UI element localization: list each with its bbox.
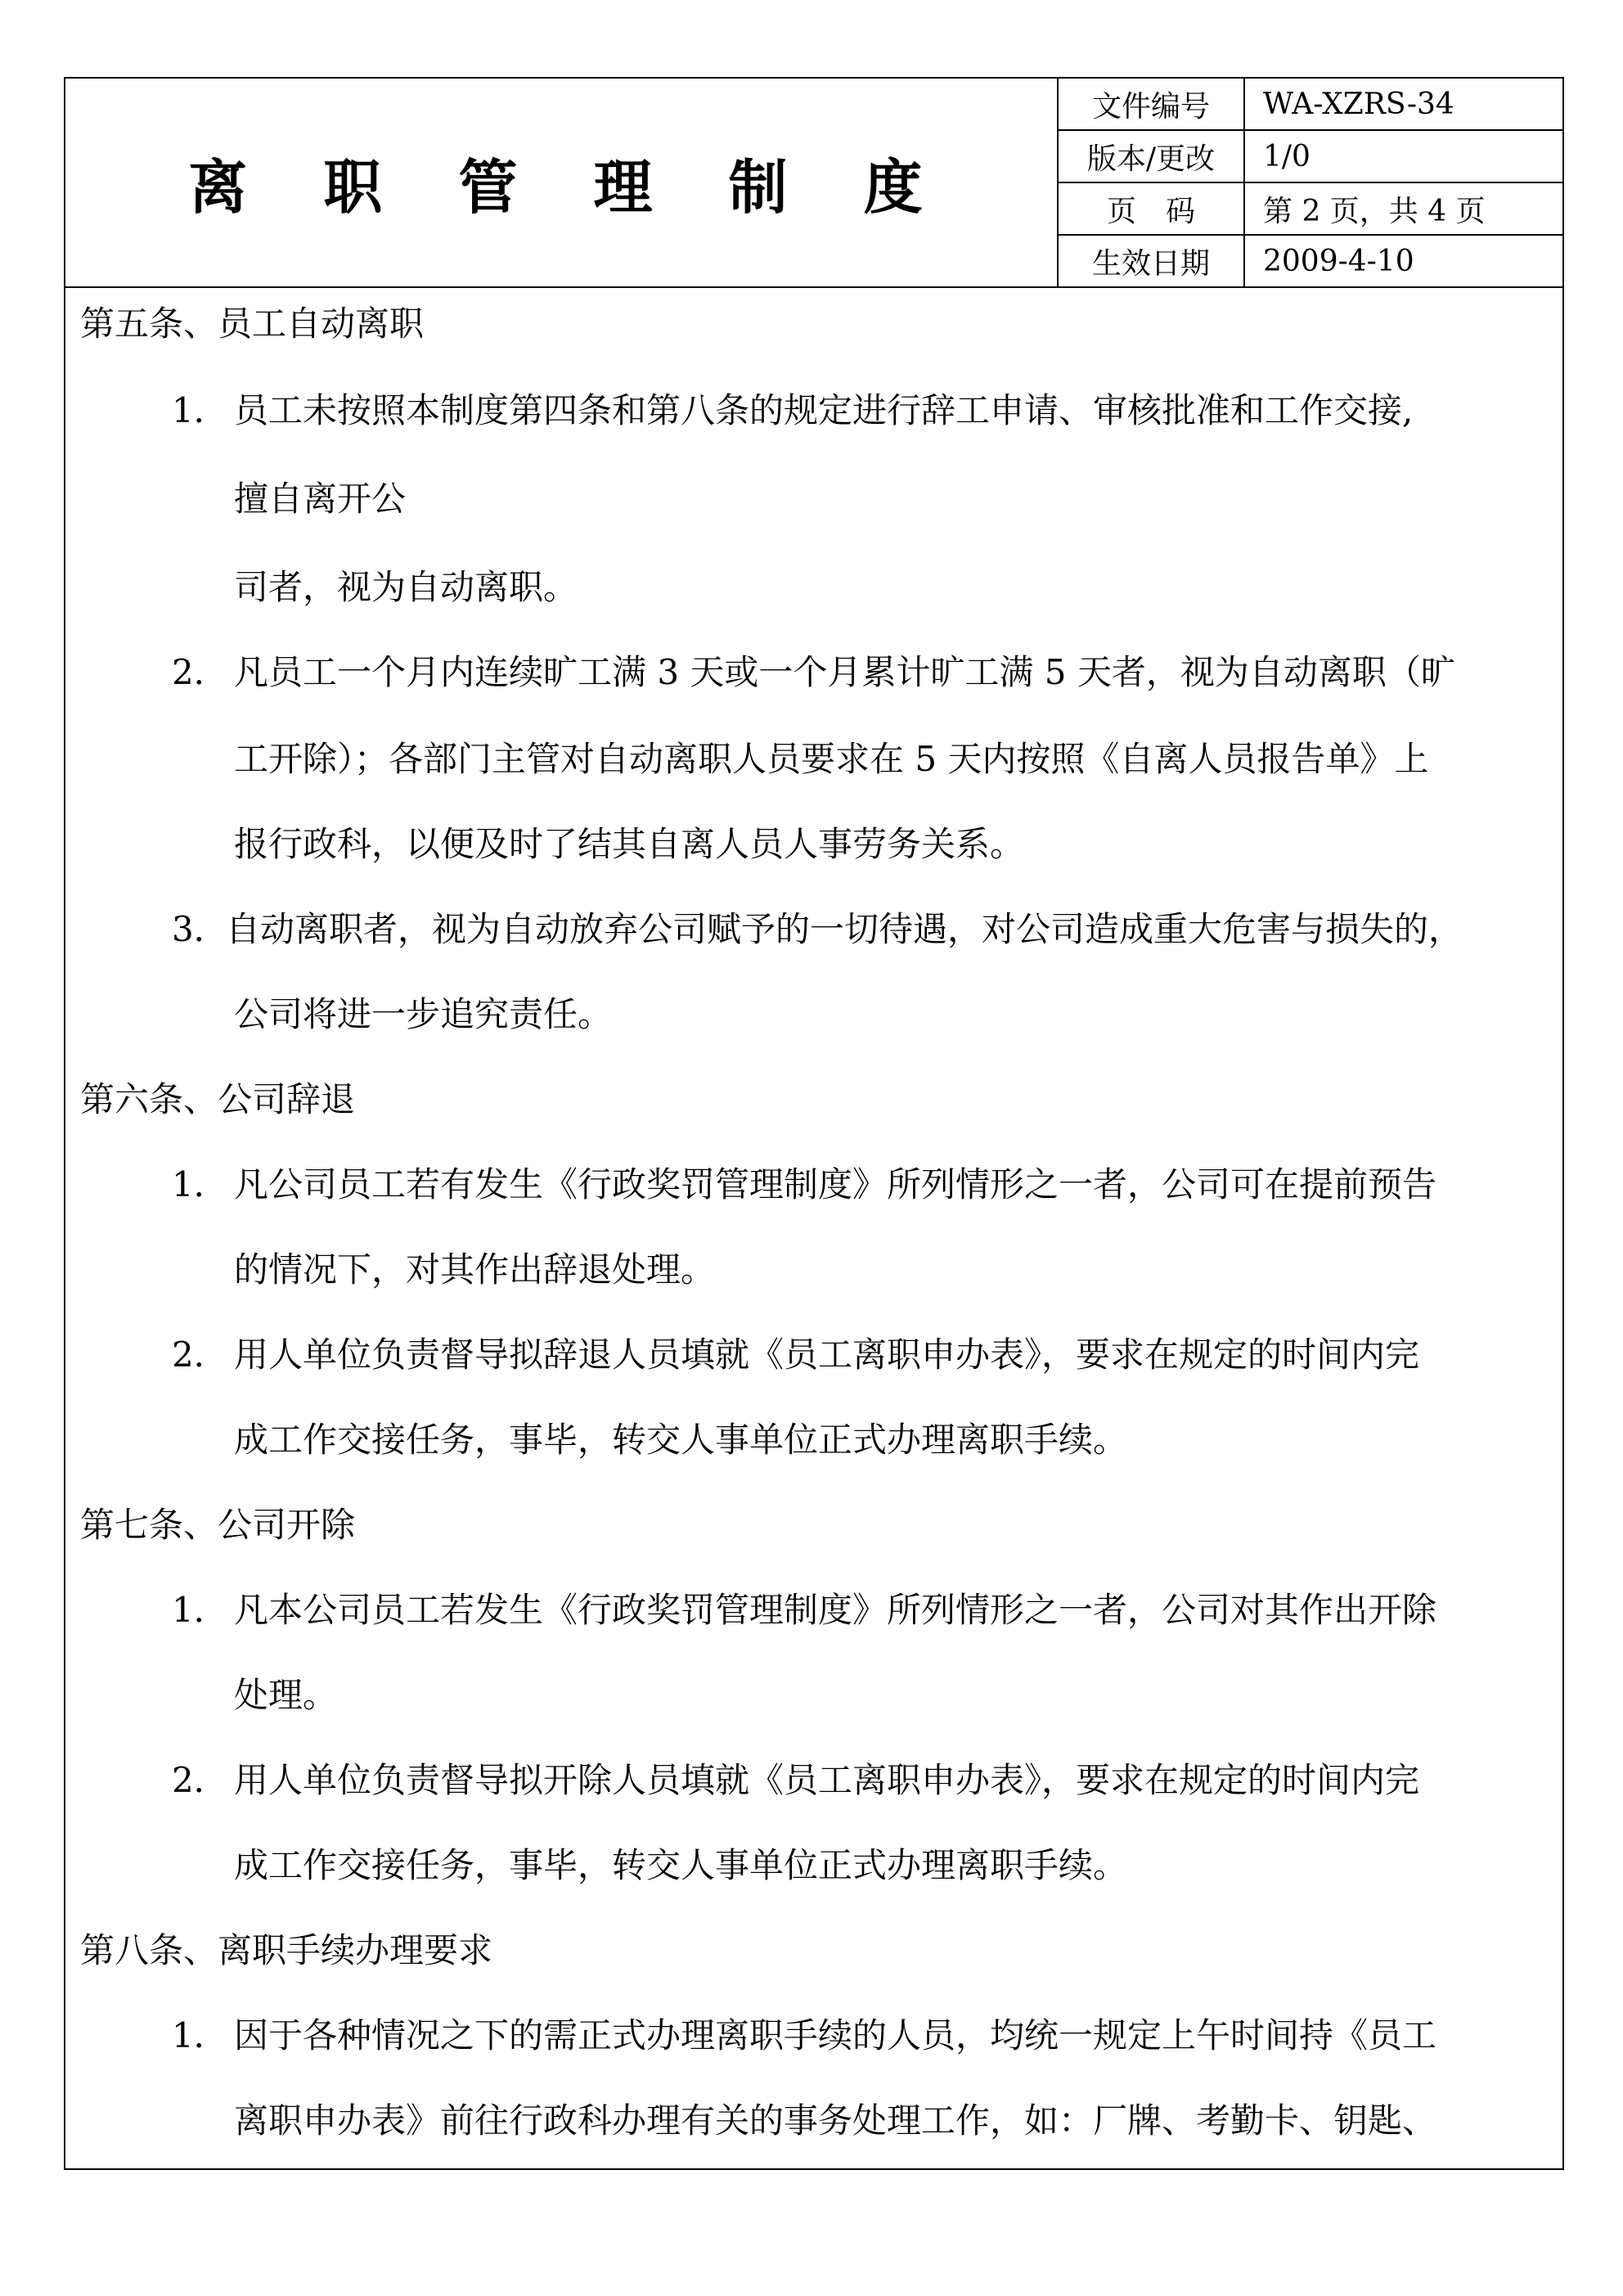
item-number: 1． bbox=[172, 390, 228, 430]
document-header bbox=[65, 79, 1562, 288]
item-text-line: 自动离职者，视为自动放弃公司赋予的一切待遇，对公司造成重大危害与损失的， bbox=[226, 909, 1463, 949]
item-text-line: 凡本公司员工若发生《行政奖罚管理制度》所列情形之一者，公司对其作出开除 bbox=[234, 1590, 1437, 1630]
meta-row-version bbox=[1059, 130, 1562, 182]
item-text-line: 离职申办表》前往行政科办理有关的事务处理工作，如：厂牌、考勤卡、钥匙、 bbox=[234, 2100, 1437, 2141]
meta-value: 第 2 页，共 4 页 bbox=[1244, 182, 1562, 235]
section-heading: 第八条、离职手续办理要求 bbox=[80, 1930, 493, 1970]
meta-label: 文件编号 bbox=[1059, 79, 1244, 130]
item-text-line: 员工未按照本制度第四条和第八条的规定进行辞工申请、审核批准和工作交接, bbox=[234, 390, 1414, 430]
item-number: 2． bbox=[172, 1760, 228, 1800]
item-text-line: 凡公司员工若有发生《行政奖罚管理制度》所列情形之一者，公司可在提前预告 bbox=[234, 1164, 1437, 1204]
item-text-line: 司者，视为自动离职。 bbox=[234, 567, 578, 607]
item-text-line: 报行政科，以便及时了结其自离人员人事劳务关系。 bbox=[234, 824, 1025, 864]
item-text-line: 公司将进一步追究责任。 bbox=[234, 994, 613, 1034]
document-meta-table bbox=[1059, 79, 1562, 286]
title-cell bbox=[65, 79, 1059, 286]
meta-value: WA-XZRS-34 bbox=[1244, 79, 1562, 130]
section-heading: 第七条、公司开除 bbox=[80, 1505, 356, 1545]
item-text-line: 工开除）；各部门主管对自动离职人员要求在 5 天内按照《自离人员报告单》上 bbox=[234, 739, 1429, 779]
item-number: 1． bbox=[172, 1590, 228, 1630]
item-number: 2． bbox=[172, 652, 228, 692]
item-text-line: 成工作交接任务，事毕，转交人事单位正式办理离职手续。 bbox=[234, 1845, 1128, 1885]
meta-row-file-number bbox=[1059, 79, 1562, 130]
section-heading: 第六条、公司辞退 bbox=[80, 1079, 356, 1119]
item-number: 1． bbox=[172, 2015, 228, 2055]
document-title: 离 职 管 理 制 度 bbox=[188, 153, 951, 222]
item-text-line: 处理。 bbox=[234, 1675, 338, 1715]
document-frame bbox=[64, 77, 1564, 2170]
item-number: 2． bbox=[172, 1335, 228, 1375]
item-text-line: 的情况下，对其作出辞退处理。 bbox=[234, 1249, 716, 1290]
meta-label: 页 码 bbox=[1059, 182, 1244, 235]
item-text-line: 凡员工一个月内连续旷工满 3 天或一个月累计旷工满 5 天者，视为自动离职（旷 bbox=[234, 652, 1455, 692]
item-text-line: 用人单位负责督导拟开除人员填就《员工离职申办表》，要求在规定的时间内完 bbox=[234, 1760, 1420, 1800]
item-text-line: 擅自离开公 bbox=[234, 479, 407, 519]
meta-row-page bbox=[1059, 182, 1562, 235]
meta-label: 生效日期 bbox=[1059, 235, 1244, 286]
section-heading: 第五条、员工自动离职 bbox=[80, 304, 425, 344]
item-number: 1． bbox=[172, 1164, 228, 1204]
meta-label: 版本/更改 bbox=[1059, 130, 1244, 182]
meta-row-effective-date bbox=[1059, 235, 1562, 286]
meta-value: 2009-4-10 bbox=[1263, 244, 1414, 278]
item-text-line: 用人单位负责督导拟辞退人员填就《员工离职申办表》，要求在规定的时间内完 bbox=[234, 1335, 1420, 1375]
meta-value: 1/0 bbox=[1244, 130, 1562, 182]
item-number: 3． bbox=[172, 909, 228, 949]
item-text-line: 成工作交接任务，事毕，转交人事单位正式办理离职手续。 bbox=[234, 1420, 1128, 1460]
item-text-line: 因于各种情况之下的需正式办理离职手续的人员，均统一规定上午时间持《员工 bbox=[234, 2015, 1437, 2055]
